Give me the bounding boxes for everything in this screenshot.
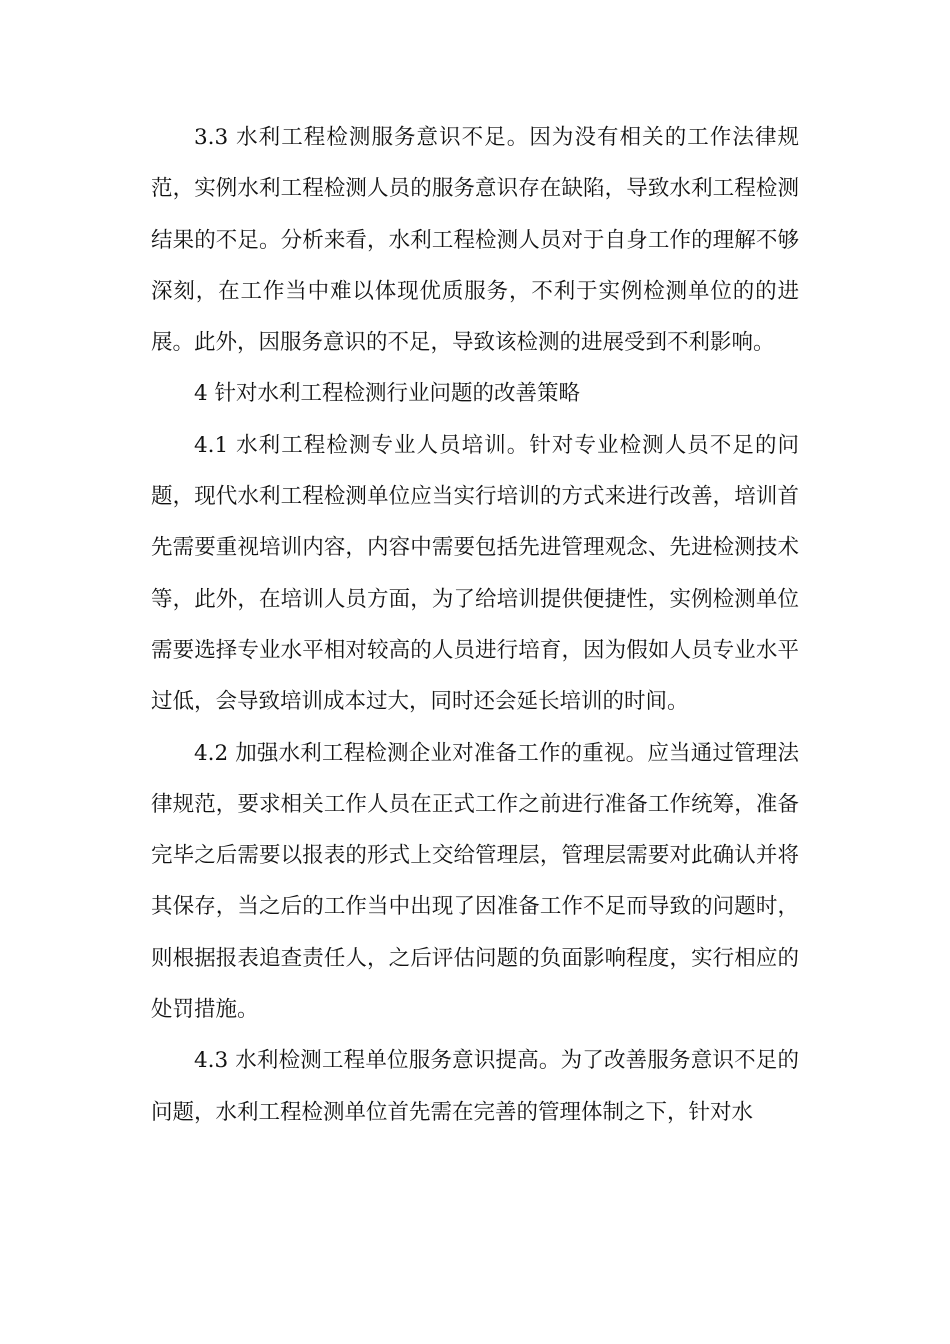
- section-heading-4-improvement-strategies: 4 针对水利工程检测行业问题的改善策略: [194, 381, 581, 407]
- paragraph-4-3-service-improvement: 4.3 水利检测工程单位服务意识提高。为了改善服务意识不足的问题，水利工程检测单位首先需在完善的管理体制之下，针对水: [151, 1048, 799, 1125]
- document-body: [151, 112, 799, 1138]
- paragraph-4-1-staff-training: 4.1 水利工程检测专业人员培训。针对专业检测人员不足的问题，现代水利工程检测单位应当实行培训的方式来进行改善，培训首先需要重视培训内容，内容中需要包括先进管理观念、先进检测技术等，此外，在培训人员方面，为了给培训提供便捷性，实例检测单位需要选择专业水平相对较高的人员进行培育，因为假如人员专业水平过低，会导致培训成本过大，同时还会延长培训的时间。: [151, 432, 799, 715]
- paragraph-3-3-service-awareness: 3.3 水利工程检测服务意识不足。因为没有相关的工作法律规范，实例水利工程检测人员的服务意识存在缺陷，导致水利工程检测结果的不足。分析来看，水利工程检测人员对于自身工作的理解不够深刻，在工作当中难以体现优质服务，不利于实例检测单位的的进展。此外，因服务意识的不足，导致该检测的进展受到不利影响。: [151, 125, 799, 356]
- paragraph-4-2-preparation-work: 4.2 加强水利工程检测企业对准备工作的重视。应当通过管理法律规范，要求相关工作人员在正式工作之前进行准备工作统筹，准备完毕之后需要以报表的形式上交给管理层，管理层需要对此确认并将其保存，当之后的工作当中出现了因准备工作不足而导致的问题时，则根据报表追查责任人，之后评估问题的负面影响程度，实行相应的处罚措施。: [151, 740, 799, 1023]
